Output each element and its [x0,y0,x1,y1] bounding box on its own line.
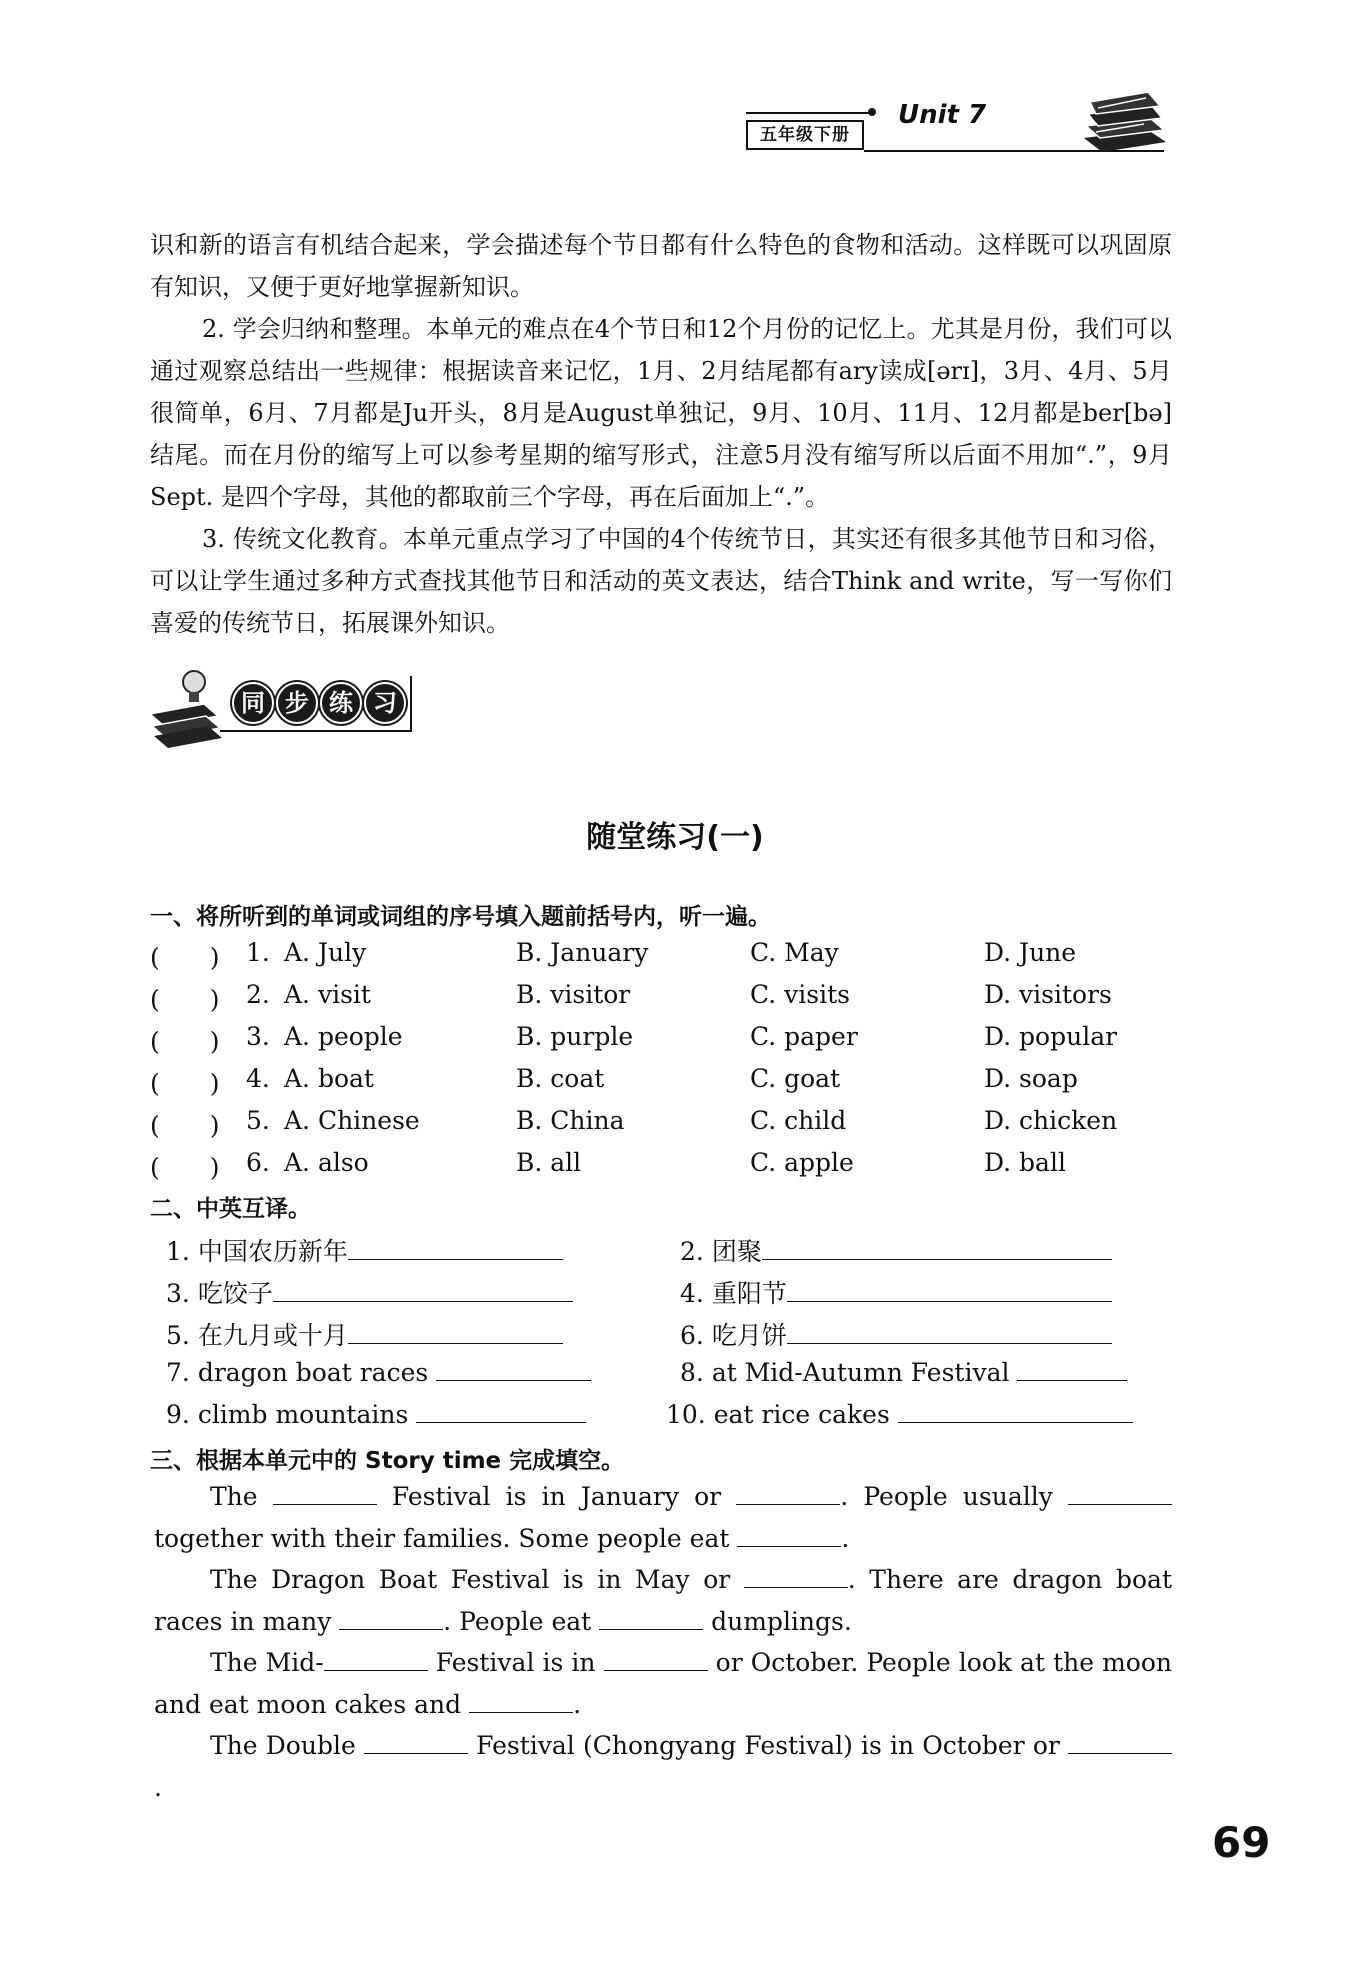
answer-paren[interactable]: ( ) [150,943,220,972]
answer-paren[interactable]: ( ) [150,1111,220,1140]
item-number: 1. [166,1237,190,1266]
part2-heading: 二、中英互译。 [150,1196,311,1222]
story-paragraph-1: The Festival is in January or . People usually together with their families. Some people eat . [154,1476,1172,1559]
intro-text [150,224,1172,644]
item-number: 2. [680,1237,704,1266]
part3-heading: 三、根据本单元中的 Story time 完成填空。 [150,1448,625,1474]
translation-prompt: 团聚 [711,1237,762,1266]
option-d: D. chicken [984,1106,1118,1135]
intro-paragraph-1: 识和新的语言有机结合起来，学会描述每个节日都有什么特色的食物和活动。这样既可以巩固原有知识，又便于更好地掌握新知识。 [150,231,1172,301]
item-number: 5. [166,1321,190,1350]
option-c: C. goat [750,1064,841,1093]
banner-char-1: 同 [232,682,274,724]
translation-item [166,1232,563,1268]
translation-item [680,1316,1112,1352]
option-a: A. July [284,938,367,967]
answer-paren[interactable]: ( ) [150,1069,220,1098]
option-c: C. paper [750,1022,858,1051]
header-dot [868,108,876,116]
item-number: 8. [680,1358,704,1387]
answer-blank[interactable] [416,1400,586,1423]
translation-prompt: eat rice cakes [713,1400,890,1429]
stacked-books-icon [1078,86,1170,156]
translation-prompt: at Mid-Autumn Festival [711,1358,1010,1387]
translation-prompt: dragon boat races [197,1358,429,1387]
answer-blank[interactable] [339,1607,443,1630]
answer-blank[interactable] [273,1279,573,1302]
answer-blank[interactable] [898,1400,1133,1423]
story-paragraph-2: The Dragon Boat Festival is in May or . There are dragon boat races in many . People eat dumplings. [154,1565,1172,1636]
option-a: A. also [284,1148,369,1177]
translation-item [666,1400,1133,1429]
answer-paren[interactable]: ( ) [150,1027,220,1056]
part1-heading: 一、将所听到的单词或词组的序号填入题前括号内，听一遍。 [150,904,771,930]
item-number: 1. [246,938,270,967]
translation-item [166,1274,573,1310]
answer-blank[interactable] [348,1237,563,1260]
option-b: B. visitor [516,980,631,1009]
banner-char-4: 习 [364,682,406,724]
story-fill-in [154,1476,1172,1808]
header-unit-title: Unit 7 [898,100,987,130]
option-a: A. visit [284,980,371,1009]
answer-blank[interactable] [736,1482,840,1505]
option-d: D. ball [984,1148,1066,1177]
option-c: C. child [750,1106,847,1135]
option-a: A. boat [284,1064,374,1093]
option-c: C. May [750,938,839,967]
translation-prompt: 在九月或十月 [197,1321,348,1350]
option-b: B. all [516,1148,582,1177]
translation-prompt: 吃月饼 [711,1321,787,1350]
translation-prompt: climb mountains [197,1400,409,1429]
answer-blank[interactable] [436,1358,591,1381]
answer-blank[interactable] [1068,1731,1172,1754]
answer-blank[interactable] [599,1607,703,1630]
page-number: 69 [1212,1818,1271,1867]
translation-prompt: 吃饺子 [197,1279,273,1308]
option-d: D. visitors [984,980,1112,1009]
option-c: C. visits [750,980,850,1009]
answer-blank[interactable] [744,1565,848,1588]
intro-paragraph-2: 2. 学会归纳和整理。本单元的难点在4个节日和12个月份的记忆上。尤其是月份，我们可以通过观察总结出一些规律：根据读音来记忆，1月、2月结尾都有ary读成[ərɪ]，3月、4月、5月很简单，6月、7月都是Ju开头，8月是August单独记，9月、10月、11月、12月都是ber[bə]结尾。而在月份的缩写上可以参考星期的缩写形式，注意5月没有缩写所以后面不用加“.”，9月Sept. 是四个字母，其他的都取前三个字母，再在后面加上“.”。 [150,315,1172,511]
item-number: 10. [666,1400,706,1429]
translation-item [680,1358,1127,1387]
option-a: A. people [284,1022,403,1051]
header-rule-top [746,112,871,114]
translation-prompt: 中国农历新年 [197,1237,348,1266]
item-number: 6. [246,1148,270,1177]
item-number: 3. [246,1022,270,1051]
option-d: D. popular [984,1022,1118,1051]
lamp-books-icon [148,668,228,748]
banner-char-2: 步 [276,682,318,724]
option-a: A. Chinese [284,1106,420,1135]
story-paragraph-3: The Mid- Festival is in or October. People look at the moon and eat moon cakes and . [154,1648,1172,1719]
translation-item [680,1274,1112,1310]
answer-blank[interactable] [364,1731,468,1754]
answer-paren[interactable]: ( ) [150,1153,220,1182]
item-number: 3. [166,1279,190,1308]
intro-paragraph-3: 3. 传统文化教育。本单元重点学习了中国的4个传统节日，其实还有很多其他节日和习俗，可以让学生通过多种方式查找其他节日和活动的英文表达，结合Think and write，写一写你们喜爱的传统节日，拓展课外知识。 [150,525,1172,637]
translation-prompt: 重阳节 [711,1279,787,1308]
answer-blank[interactable] [787,1321,1112,1344]
translation-item [166,1316,563,1352]
answer-blank[interactable] [1068,1482,1172,1505]
answer-blank[interactable] [737,1524,841,1547]
option-b: B. January [516,938,649,967]
banner-char-3: 练 [320,682,362,724]
answer-blank[interactable] [348,1321,563,1344]
option-d: D. June [984,938,1077,967]
item-number: 4. [246,1064,270,1093]
answer-blank[interactable] [273,1482,377,1505]
option-d: D. soap [984,1064,1078,1093]
story-paragraph-4: The Double Festival (Chongyang Festival) is in October or . [154,1725,1172,1808]
answer-blank[interactable] [1017,1358,1127,1381]
answer-blank[interactable] [604,1648,708,1671]
translation-item [166,1400,586,1429]
answer-blank[interactable] [787,1279,1112,1302]
answer-blank[interactable] [469,1690,573,1713]
option-b: B. purple [516,1022,634,1051]
option-c: C. apple [750,1148,854,1177]
section-title: 随堂练习(一) [586,820,764,855]
answer-paren[interactable]: ( ) [150,985,220,1014]
item-number: 2. [246,980,270,1009]
item-number: 7. [166,1358,190,1387]
option-b: B. coat [516,1064,605,1093]
translation-item [680,1232,1112,1268]
item-number: 9. [166,1400,190,1429]
item-number: 6. [680,1321,704,1350]
item-number: 4. [680,1279,704,1308]
translation-item [166,1358,591,1387]
header-grade-label: 五年级下册 [746,120,864,150]
item-number: 5. [246,1106,270,1135]
option-b: B. China [516,1106,625,1135]
answer-blank[interactable] [324,1648,428,1671]
answer-blank[interactable] [762,1237,1112,1260]
